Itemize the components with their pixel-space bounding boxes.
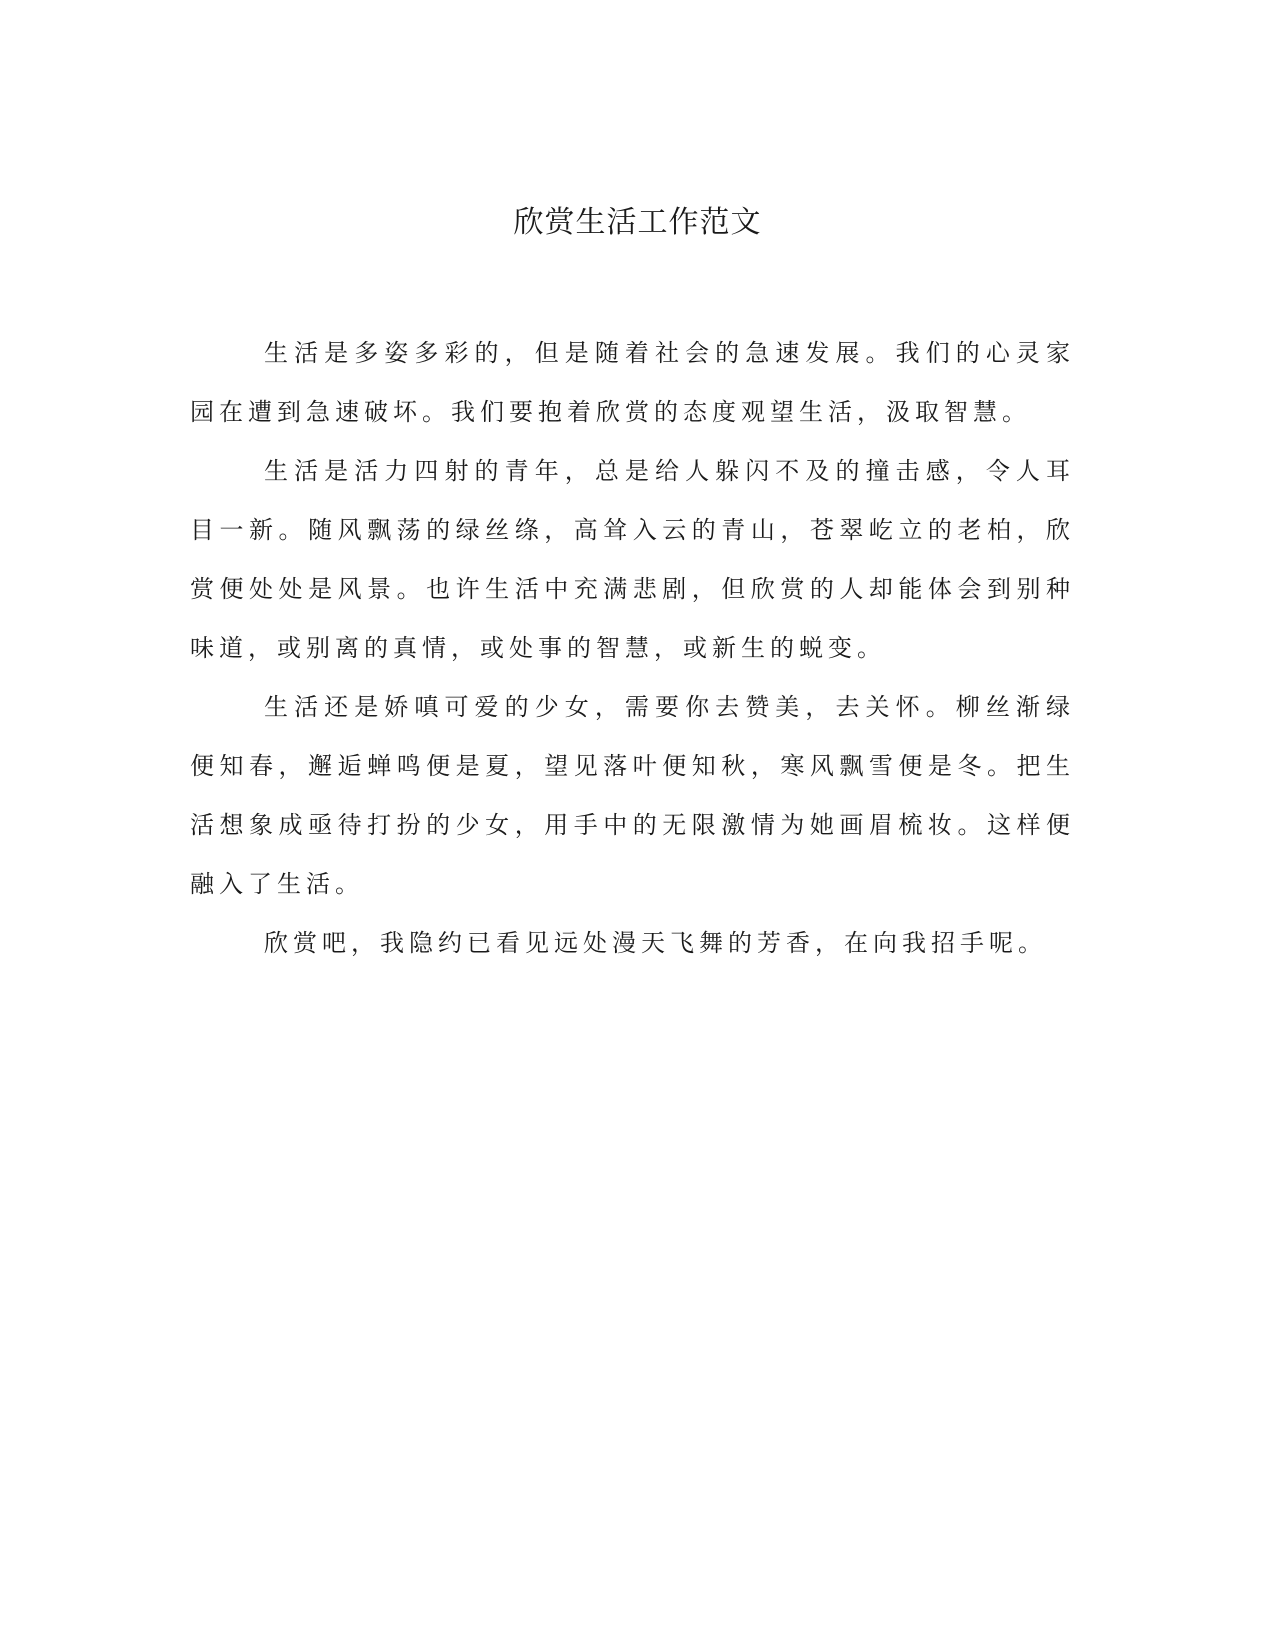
document-body <box>190 324 1075 973</box>
paragraph-4: 欣赏吧，我隐约已看见远处漫天飞舞的芳香，在向我招手呢。 <box>264 929 1047 957</box>
document-title: 欣赏生活工作范文 <box>513 205 762 240</box>
paragraph-1: 生活是多姿多彩的，但是随着社会的急速发展。我们的心灵家园在遭到急速破坏。我们要抱着欣赏的态度观望生活，汲取智慧。 <box>190 339 1075 426</box>
paragraph-2: 生活是活力四射的青年，总是给人躲闪不及的撞击感，令人耳目一新。随风飘荡的绿丝绦，高耸入云的青山，苍翠屹立的老柏，欣赏便处处是风景。也许生活中充满悲剧，但欣赏的人却能体会到别种味道，或别离的真情，或处事的智慧，或新生的蜕变。 <box>190 457 1075 662</box>
paragraph-3: 生活还是娇嗔可爱的少女，需要你去赞美，去关怀。柳丝渐绿便知春，邂逅蝉鸣便是夏，望见落叶便知秋，寒风飘雪便是冬。把生活想象成亟待打扮的少女，用手中的无限激情为她画眉梳妆。这样便融入了生活。 <box>190 693 1075 898</box>
